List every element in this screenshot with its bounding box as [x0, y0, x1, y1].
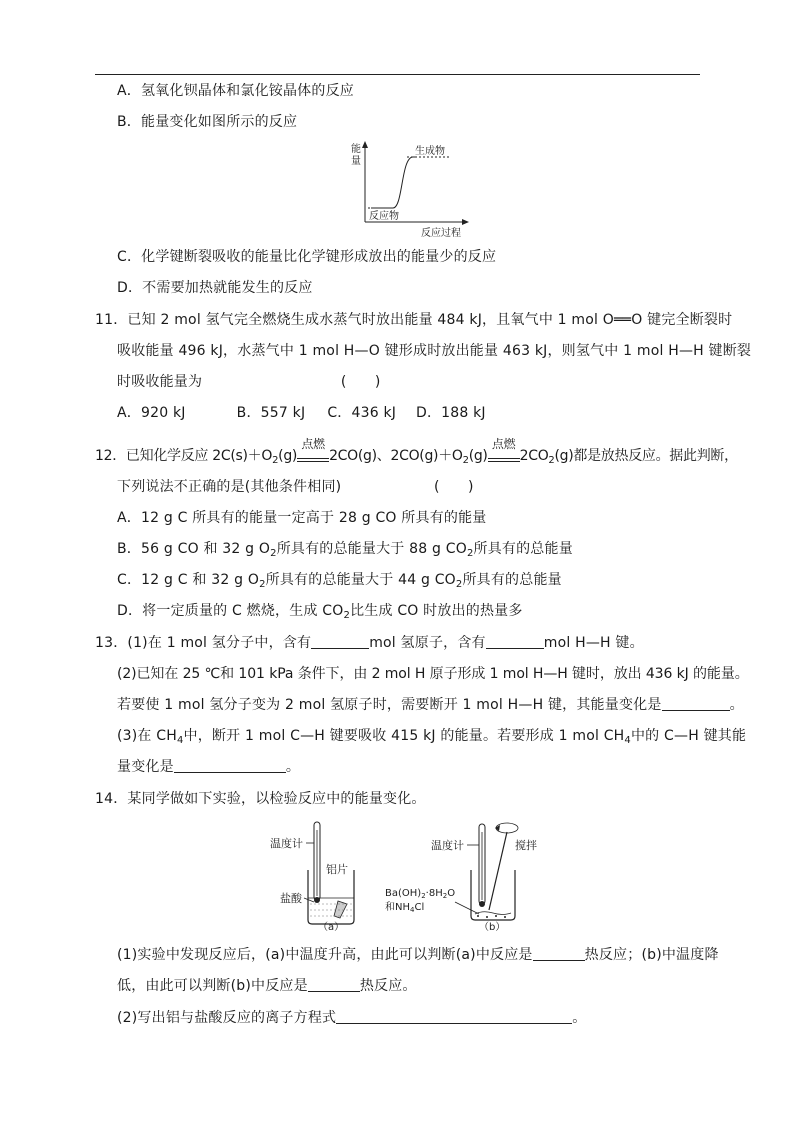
fig-b-reagent-label-2: 和$NH_4Cl$	[385, 902, 425, 914]
q11-answer-paren: ( )	[340, 374, 381, 390]
q12-option-a: A．12 g C 所具有的能量一定高于 28 g CO 所具有的能量	[117, 510, 487, 526]
q11-stem-line1: 11．已知 2 mol 氢气完全燃烧生成水蒸气时放出能量 484 kJ，且氧气中 1 mol O══O 键完全断裂时	[95, 312, 733, 328]
q11-option-b: B．557 kJ	[236, 405, 306, 421]
q13-part3-line2: 量变化是 。	[117, 759, 301, 775]
q13-blank-energy-change[interactable]	[662, 696, 730, 711]
q13-part3-line1: (3)在 $CH_4$中，断开 1 mol C—H 键要吸收 415 kJ 的能量。若要形成 1 mol $CH_4$中的 C—H 键其能	[117, 728, 747, 746]
q13-part2-line2: 若要使 1 mol 氢分子变为 2 mol 氢原子时，需要断开 1 mol H—H 键，其能量变化是 。	[117, 697, 744, 713]
q11-stem-line3: 时吸收能量为 ( )	[117, 374, 381, 390]
fig-b-reagent-label-1: $Ba(OH)_2\cdot 8H_2O$	[385, 888, 456, 900]
energy-axis-label-2: 量	[351, 156, 361, 167]
q11-options	[117, 403, 486, 423]
q12-option-c: C．12 g C 和 32 g $O_2$所具有的总能量大于 44 g $CO_2$所具有的总能量	[117, 572, 562, 590]
q14-intro: 14．某同学做如下实验，以检验反应中的能量变化。	[95, 791, 426, 807]
energy-axis-label-1: 能	[351, 144, 361, 155]
fig-a-thermometer-label: 温度计	[270, 837, 303, 850]
q13-blank-hh-bonds[interactable]	[486, 634, 544, 649]
q12-stem-line2: 下列说法不正确的是(其他条件相同) ( )	[117, 479, 474, 495]
fig-b-thermometer-label: 温度计	[431, 839, 464, 852]
fig-b-caption: （b）	[479, 922, 506, 933]
q13-part2-line1: (2)已知在 25 ℃和 101 kPa 条件下，由 2 mol H 原子形成 1 mol H—H 键时，放出 436 kJ 的能量。	[117, 666, 749, 682]
fig-a-caption: （a）	[318, 922, 345, 933]
q12-stem-line1: 12．已知化学反应 $2C(s)+O_2(g)$ 点燃 2CO(g)、$2CO(g)+O_2(g)$ 点燃 $2CO_2(g)$都是放热反应。据此判断，	[95, 437, 738, 466]
fig-a-plate-label: 铝片	[326, 863, 348, 876]
q12-condition-2: 点燃	[488, 450, 520, 462]
header-rule	[95, 74, 700, 75]
q14-part1-line1: (1)实验中发现反应后，(a)中温度升高，由此可以判断(a)中反应是 热反应；(b)中温度降	[117, 947, 719, 963]
q12-option-d: D．将一定质量的 C 燃烧，生成 $CO_2$比生成 CO 时放出的热量多	[117, 603, 523, 621]
q11-stem-line2: 吸收能量 496 kJ，水蒸气中 1 mol H—O 键形成时放出能量 463 kJ，则氢气中 1 mol H—H 键断裂	[117, 343, 752, 359]
q10-option-d: D．不需要加热就能发生的反应	[117, 280, 313, 296]
energy-diagram	[345, 138, 475, 240]
q14-blank-a-heat[interactable]	[533, 946, 585, 961]
q12-condition-1: 点燃	[297, 450, 329, 462]
q14-part1-line2: 低，由此可以判断(b)中反应是 热反应。	[117, 978, 417, 994]
q11-option-d: D．188 kJ	[415, 405, 486, 421]
q10-option-b: B．能量变化如图所示的反应	[117, 114, 298, 130]
q13-blank-ch-energy[interactable]	[174, 758, 286, 773]
fig-b-stir-label: 搅拌	[515, 839, 537, 852]
q12-option-b: B．56 g CO 和 32 g $O_2$所具有的总能量大于 88 g $CO_2$所具有的总能量	[117, 541, 573, 559]
q11-option-c: C．436 kJ	[327, 405, 397, 421]
q14-blank-ionic-equation[interactable]	[336, 1009, 572, 1024]
q14-blank-b-heat[interactable]	[308, 977, 360, 992]
experiment-figure-b	[383, 818, 543, 933]
q11-option-a: A．920 kJ	[117, 405, 186, 421]
energy-x-axis-label: 反应过程	[421, 228, 461, 239]
fig-a-acid-label: 盐酸	[280, 892, 302, 905]
q12-answer-paren: ( )	[433, 479, 474, 495]
energy-reactant-label: 反应物	[369, 211, 399, 222]
q13-blank-hydrogen-atoms[interactable]	[311, 634, 369, 649]
q10-option-c: C．化学键断裂吸收的能量比化学键形成放出的能量少的反应	[117, 249, 497, 265]
q14-part2: (2)写出铝与盐酸反应的离子方程式 。	[117, 1010, 587, 1026]
q10-option-a: A．氢氧化钡晶体和氯化铵晶体的反应	[117, 83, 354, 99]
energy-product-label: 生成物	[415, 146, 445, 157]
experiment-figure-a	[268, 818, 378, 933]
q13-part1: 13．(1)在 1 mol 氢分子中，含有 mol 氢原子，含有 mol H—H 键。	[95, 635, 644, 651]
